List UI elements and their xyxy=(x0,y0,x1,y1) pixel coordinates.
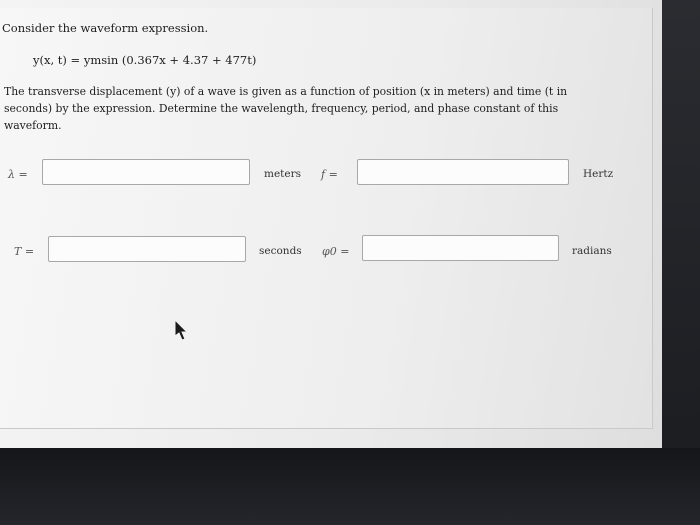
wavelength-unit: meters xyxy=(264,168,302,180)
mouse-pointer-icon xyxy=(171,317,193,343)
frequency-input[interactable] xyxy=(357,159,569,185)
frequency-unit: Hertz xyxy=(583,168,614,180)
phase-unit: radians xyxy=(572,245,612,257)
frequency-symbol: f = xyxy=(321,168,338,181)
period-symbol: T = xyxy=(14,245,35,258)
phase-input[interactable] xyxy=(362,235,559,261)
phase-symbol: φ0 = xyxy=(322,245,350,258)
monitor-bezel xyxy=(0,448,700,525)
question-card xyxy=(0,8,653,429)
intro-text: Consider the waveform expression. xyxy=(2,21,209,35)
problem-description: The transverse displacement (y) of a wave is given as a function of position (x in meters) and time (t in seconds) by the expression. Determine the wavelength, frequency, period, and phase constant of this waveform. xyxy=(4,85,568,132)
wavelength-symbol: λ = xyxy=(8,168,28,181)
period-input[interactable] xyxy=(48,236,246,262)
waveform-formula: y(x, t) = ymsin (0.367x + 4.37 + 477t) xyxy=(33,53,257,67)
period-unit: seconds xyxy=(259,245,302,257)
wavelength-input[interactable] xyxy=(42,159,250,185)
